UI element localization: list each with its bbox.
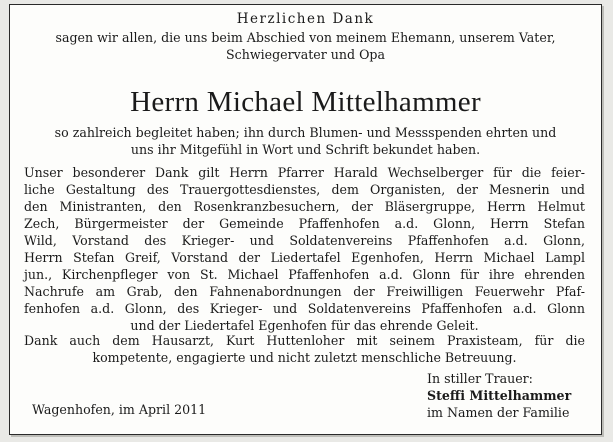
intro-line: Schwiegervater und Opa: [226, 47, 385, 62]
special-thanks-line: Unser besonderer Dank gilt Herrn Pfarrer Harald Wechselberger für die feier-: [24, 165, 585, 180]
special-thanks-line: den Ministranten, den Rosenkranzbesuchern, der Bläsergruppe, Herrn Helmut: [24, 199, 585, 214]
signature-block: [427, 370, 571, 421]
heading: Herzlichen Dank: [236, 11, 375, 27]
place-date: Wagenhofen, im April 2011: [32, 402, 207, 417]
special-thanks-line: Zech, Bürgermeister der Gemeinde Pfaffenhofen a.d. Glonn, Herrn Stefan: [24, 216, 585, 231]
doctor-thanks-line: Dank auch dem Hausarzt, Kurt Huttenloher mit seinem Praxisteam, für die: [24, 333, 585, 348]
condolence-line: uns ihr Mitgefühl in Wort und Schrift bekundet haben.: [130, 142, 481, 157]
signature-intro: In stiller Trauer:: [427, 371, 533, 386]
doctor-thanks-paragraph: [24, 332, 585, 366]
special-thanks-line: fenhofen a.d. Glonn, des Krieger- und Soldatenvereins Pfaffenhofen a.d. Glonn: [24, 301, 585, 316]
special-thanks-line: jun., Kirchenpfleger von St. Michael Pfaffenhofen a.d. Glonn für ihre ehrenden: [24, 267, 585, 282]
special-thanks-line: und der Liedertafel Egenhofen für das ehrende Geleit.: [130, 318, 479, 333]
condolence-line: so zahlreich begleitet haben; ihn durch Blumen- und Messspenden ehrten und: [54, 125, 557, 140]
special-thanks-line: liche Gestaltung des Trauergottesdienstes, dem Organisten, der Mesnerin und: [24, 182, 585, 197]
signature-family: im Namen der Familie: [427, 405, 570, 420]
doctor-thanks-line: kompetente, engagierte und nicht zuletzt menschliche Betreuung.: [92, 350, 517, 365]
obituary-thank-you-card: [9, 4, 602, 435]
special-thanks-paragraph: [24, 164, 585, 334]
intro-text: [22, 29, 589, 63]
intro-line: sagen wir allen, die uns beim Abschied von meinem Ehemann, unserem Vater,: [55, 30, 556, 45]
special-thanks-line: Herrn Stefan Greif, Vorstand der Liedertafel Egenhofen, Herrn Michael Lampl: [24, 250, 585, 265]
signature-name: Steffi Mittelhammer: [427, 388, 572, 403]
condolence-text: [22, 124, 589, 158]
deceased-name: Herrn Michael Mittelhammer: [130, 86, 481, 118]
special-thanks-line: Nachrufe am Grab, den Fahnenabordnungen der Freiwilligen Feuerwehr Pfaf-: [24, 284, 585, 299]
special-thanks-line: Wild, Vorstand des Krieger- und Soldatenvereins Pfaffenhofen a.d. Glonn,: [24, 233, 585, 248]
